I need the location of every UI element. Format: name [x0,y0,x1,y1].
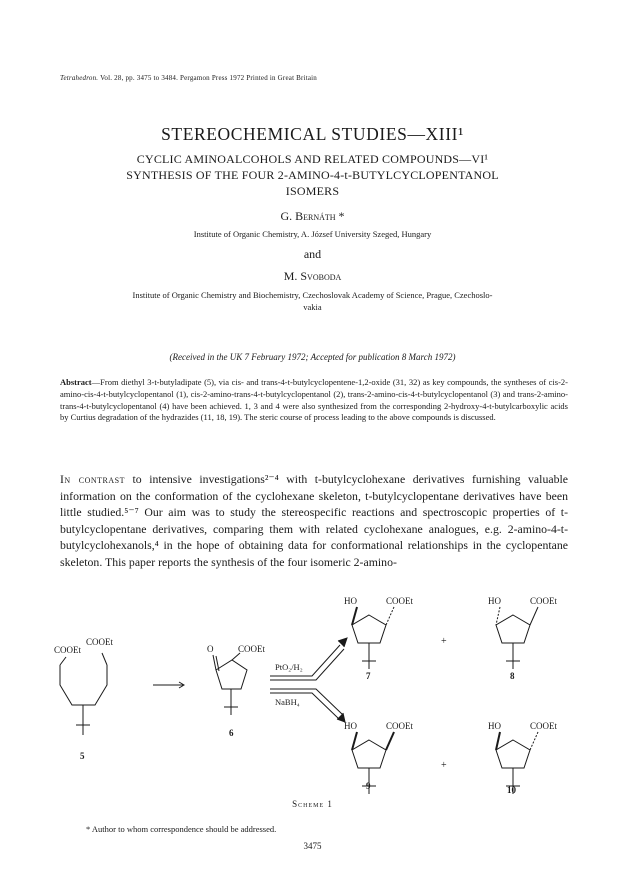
reagent-pto2-h2: PtO₂/H₂ [275,662,303,672]
paper-title: STEREOCHEMICAL STUDIES—XIII¹ [161,124,464,144]
body-paragraph [60,471,568,571]
journal-name: Tetrahedron. [60,74,99,82]
author-2: M. Svoboda [283,269,342,283]
affiliation-1: Institute of Organic Chemistry, A. József University Szeged, Hungary [193,229,432,239]
affiliation-2-line-2: vakia [303,302,322,312]
compound-5-structure [60,653,107,735]
label-7-cooet: COOEt [386,596,413,606]
label-5-cooet-1: COOEt [54,645,81,655]
compound-number-6: 6 [229,728,234,738]
label-10-cooet: COOEt [530,721,557,731]
journal-header [60,74,317,82]
compound-number-5: 5 [80,751,85,761]
label-8-cooet: COOEt [530,596,557,606]
author-1: G. Bernáth * [280,209,345,223]
compound-number-7: 7 [366,671,371,681]
abstract-label: Abstract [60,377,92,387]
reaction-scheme [0,585,625,800]
plus-sign-2: + [441,760,447,771]
journal-citation: Vol. 28, pp. 3475 to 3484. Pergamon Press 1972 Printed in Great Britain [100,74,318,82]
compound-number-9: 9 [366,781,371,791]
label-5-cooet-2: COOEt [86,637,113,647]
subtitle-line-2: SYNTHESIS OF THE FOUR 2-AMINO-4-t-BUTYLCYCLOPENTANOL [126,168,499,182]
abstract-text: —From diethyl 3-t-butyladipate (5), via cis- and trans-4-t-butylcyclopentene-1,2-oxide (31, 32) as key compounds, the syntheses of cis-2-amino-cis-4-t-butylcyclopentanol (1), cis-2-amino-trans-4-t-butylcyclopentanol (2), trans-2-amino-cis-4-t-butylcyclopentanol (3) and trans-2-amino-trans-4-t-butylcyclopentanol (4) have been achieved. 1, 3 and 4 were also synthesized from the corresponding 2-hydroxy-4-t-butylcarboxylic acids by Curtius degradation of the hydrazides (11, 18, 19). The steric course of process leading to the above compounds is discussed. [60,377,568,423]
body-text: to intensive investigations²⁻⁴ with t-butylcyclohexane derivatives furnishing valuable information on the conformation of the cyclohexane skeleton, t-butylcyclopentane derivatives have been little studied.⁵⁻⁷ Our aim was to study the stereospecific reactions and spectroscopic properties of t-butylcyclopentane derivatives, comparing them with related cyclohexane analogues, e.g. 2-amino-4-t-butylcyclohexanols,⁴ in the hope of obtaining data for conformational relationships in the cyclopentane skeleton. This paper reports the synthesis of the four isomeric 2-amino- [60,472,568,569]
label-6-oxygen: O [207,644,214,654]
compound-number-8: 8 [510,671,515,681]
reagent-nabh4: NaBH₄ [275,697,300,707]
label-8-ho: HO [488,596,501,606]
scheme-caption: Scheme 1 [292,799,333,809]
author-footnote: * Author to whom correspondence should be addressed. [86,824,277,834]
label-9-cooet: COOEt [386,721,413,731]
compound-6-structure [213,653,247,715]
label-7-ho: HO [344,596,357,606]
compound-9-structure [352,732,394,794]
affiliation-2-line-1: Institute of Organic Chemistry and Biochemistry, Czechoslovak Academy of Science, Prague, Czechoslo- [132,290,493,300]
compound-10-structure [496,732,538,794]
compound-number-10: 10 [507,785,516,795]
abstract [60,377,568,424]
plus-sign-1: + [441,636,447,647]
received-dates: (Received in the UK 7 February 1972; Accepted for publication 8 March 1972) [169,352,456,362]
label-6-cooet: COOEt [238,644,265,654]
body-lead: In contrast [60,472,125,486]
page-number: 3475 [303,841,322,851]
and-separator: and [303,247,322,261]
label-9-ho: HO [344,721,357,731]
compound-7-structure [352,607,394,669]
subtitle-line-3: ISOMERS [285,184,340,198]
label-10-ho: HO [488,721,501,731]
compound-8-structure [496,607,538,669]
subtitle-line-1: CYCLIC AMINOALCOHOLS AND RELATED COMPOUNDS—VI¹ [136,152,489,166]
